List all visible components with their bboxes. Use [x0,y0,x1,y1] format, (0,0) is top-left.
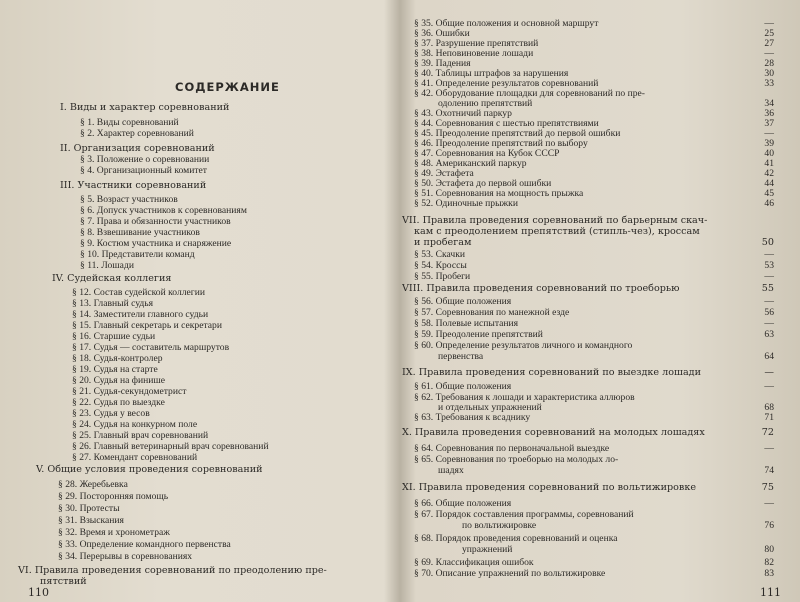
page-number: 110 [28,586,49,599]
right-page: § 35. Общие положения и основной маршрут — § 36. Ошибки 25 § 37. Разрушение препятствий 27 § 38. Неповиновение лошади — § 39. Падения 28 § 40. Таблицы штрафов за нарушения 30 § 41. Определение результатов соревнований 33 § 42. Оборудование площадки для соревнований по пре- одолению препятствий 34 § 43. Охотничий паркур 36 § 44. Соревнования с шестью препятствиями 37 § 45. Преодоление препятствий до первой ошибки — § 46. Преодоление препятствий по выбору 39 § 47. Соревнования на Кубок СССР 40 § 48. Американский паркур 41 § 49. Эстафета 42 § 50. Эстафета до первой ошибки 44 § 51. Соревнования на мощность прыжка 45 § 52. Одиночные прыжки 46 VII. Правила проведения соревнований по барьерным скач- кам с преодолением препятствий (стипль-чез), кроссам и пробегам 50 § 53. Скачки — § 54. Кроссы 53 § 55. Пробеги — VIII. Правила проведения соревнований по троеборью 55 § 56. Общие положения — § 57. Соревнования по манежной езде 56 § 58. Полевые испытания — § 59. Преодоление препятствий 63 § 60. Определение результатов личного и командного первенства 64 IX. Правила проведения соревнований по выездке лошади — § 61. Общие положения — § 62. Требования к лошади и характеристика аллюров и отдельных упражнений 68 § 63. Требования к всаднику 71 X. Правила проведения соревнований на молодых лошадях 72 § 64. Соревнования по первоначальной выездке — § 65. Соревнования по троеборью на молодых ло- шадях 74 XI. Правила проведения соревнований по вольтижировке 75 § 66. Общие положения — § 67. Порядок составления программы, соревнований по вольтижировке 76 § 68. Порядок проведения соревнований и оценка упражнений 80 § 69. Классификация ошибок 82 § 70. Описание упражнений по вольтижировке 83 111 [402,18,781,599]
left-page: СОДЕРЖАНИЕ I. Виды и характер соревнований § 1. Виды соревнований § 2. Характер соревнований II. Организация соревнований § 3. Положение о соревновании § 4. Организационный комитет III. Участники соревнований § 5. Возраст участников § 6. Допуск участников к соревнованиям § 7. Права и обязанности участников § 8. Взвешивание участников § 9. Костюм участника и снаряжение § 10. Представители команд § 11. Лошади IV. Судейская коллегия § 12. Состав судейской коллегии § 13. Главный судья § 14. Заместители главного судьи § 15. Главный секретарь и секретари § 16. Старшие судьи § 17. Судья — составитель маршрутов § 18. Судья-контролер § 19. Судья на старте § 20. Судья на финише § 21. Судья-секундометрист § 22. Судья по выездке § 23. Судья у весов § 24. Судья на конкурном поле § 25. Главный врач соревнований § 26. Главный ветеринарный врач соревнований § 27. Комендант соревнований V. Общие условия проведения соревнований § 28. Жеребьевка § 29. Посторонняя помощь § 30. Протесты § 31. Взыскания § 32. Время и хронометраж § 33. Определение командного первенства § 34. Перерывы в соревнованиях VI. Правила проведения соревнований по преодолению пре- пятствий 110 [18,80,327,599]
page-number: 111 [760,586,781,599]
page-title: СОДЕРЖАНИЕ [175,80,280,94]
